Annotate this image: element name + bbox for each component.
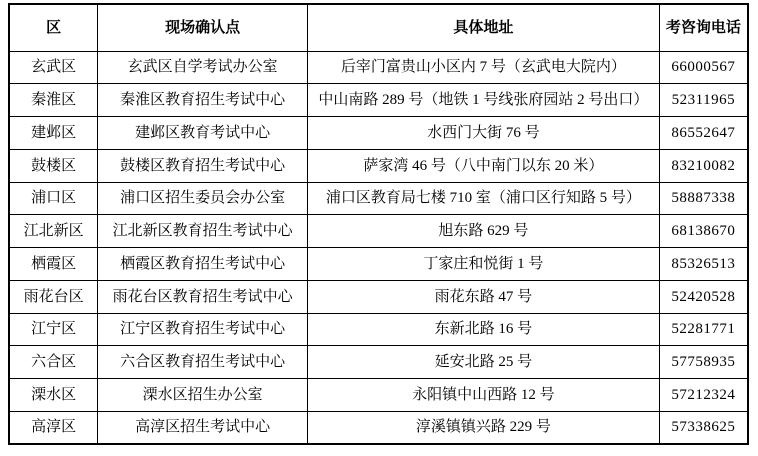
header-address: 具体地址 xyxy=(308,4,660,51)
cell-point: 鼓楼区教育招生考试中心 xyxy=(98,149,308,182)
cell-district: 雨花台区 xyxy=(9,280,98,313)
table-body xyxy=(9,51,748,444)
header-confirmation-point: 现场确认点 xyxy=(98,4,308,51)
cell-point: 雨花台区教育招生考试中心 xyxy=(98,280,308,313)
cell-address: 浦口区教育局七楼 710 室（浦口区行知路 5 号） xyxy=(308,182,660,215)
cell-address: 后宰门富贵山小区内 7 号（玄武电大院内） xyxy=(308,51,660,84)
cell-phone: 58887338 xyxy=(659,182,748,215)
table-row xyxy=(9,313,748,346)
cell-phone: 52281771 xyxy=(659,313,748,346)
cell-address: 淳溪镇镇兴路 229 号 xyxy=(308,411,660,444)
table-row xyxy=(9,280,748,313)
cell-address: 丁家庄和悦街 1 号 xyxy=(308,248,660,281)
table-row xyxy=(9,84,748,117)
table-row xyxy=(9,346,748,379)
header-district: 区 xyxy=(9,4,98,51)
cell-address: 雨花东路 47 号 xyxy=(308,280,660,313)
cell-point: 建邺区教育考试中心 xyxy=(98,117,308,150)
cell-district: 鼓楼区 xyxy=(9,149,98,182)
cell-address: 旭东路 629 号 xyxy=(308,215,660,248)
cell-address: 水西门大街 76 号 xyxy=(308,117,660,150)
cell-phone: 57758935 xyxy=(659,346,748,379)
cell-point: 江宁区教育招生考试中心 xyxy=(98,313,308,346)
table-row xyxy=(9,379,748,412)
cell-district: 建邺区 xyxy=(9,117,98,150)
cell-address: 中山南路 289 号（地铁 1 号线张府园站 2 号出口） xyxy=(308,84,660,117)
confirmation-points-table xyxy=(8,3,749,445)
cell-phone: 68138670 xyxy=(659,215,748,248)
cell-district: 江北新区 xyxy=(9,215,98,248)
cell-point: 六合区教育招生考试中心 xyxy=(98,346,308,379)
cell-point: 秦淮区教育招生考试中心 xyxy=(98,84,308,117)
cell-address: 萨家湾 46 号（八中南门以东 20 米） xyxy=(308,149,660,182)
cell-point: 玄武区自学考试办公室 xyxy=(98,51,308,84)
cell-phone: 86552647 xyxy=(659,117,748,150)
cell-district: 高淳区 xyxy=(9,411,98,444)
cell-phone: 57212324 xyxy=(659,379,748,412)
cell-phone: 83210082 xyxy=(659,149,748,182)
table-row xyxy=(9,149,748,182)
table-row xyxy=(9,248,748,281)
cell-address: 延安北路 25 号 xyxy=(308,346,660,379)
cell-district: 浦口区 xyxy=(9,182,98,215)
cell-phone: 85326513 xyxy=(659,248,748,281)
cell-point: 溧水区招生办公室 xyxy=(98,379,308,412)
cell-district: 栖霞区 xyxy=(9,248,98,281)
cell-address: 东新北路 16 号 xyxy=(308,313,660,346)
table-row xyxy=(9,51,748,84)
cell-district: 江宁区 xyxy=(9,313,98,346)
cell-point: 江北新区教育招生考试中心 xyxy=(98,215,308,248)
cell-phone: 52311965 xyxy=(659,84,748,117)
table-row xyxy=(9,215,748,248)
cell-phone: 57338625 xyxy=(659,411,748,444)
cell-district: 秦淮区 xyxy=(9,84,98,117)
cell-district: 溧水区 xyxy=(9,379,98,412)
cell-address: 永阳镇中山西路 12 号 xyxy=(308,379,660,412)
cell-point: 浦口区招生委员会办公室 xyxy=(98,182,308,215)
cell-phone: 66000567 xyxy=(659,51,748,84)
table-row xyxy=(9,117,748,150)
table-row xyxy=(9,182,748,215)
cell-district: 六合区 xyxy=(9,346,98,379)
cell-phone: 52420528 xyxy=(659,280,748,313)
table-row xyxy=(9,411,748,444)
header-row xyxy=(9,4,748,51)
cell-point: 高淳区招生考试中心 xyxy=(98,411,308,444)
cell-point: 栖霞区教育招生考试中心 xyxy=(98,248,308,281)
header-phone: 考咨询电话 xyxy=(659,4,748,51)
cell-district: 玄武区 xyxy=(9,51,98,84)
